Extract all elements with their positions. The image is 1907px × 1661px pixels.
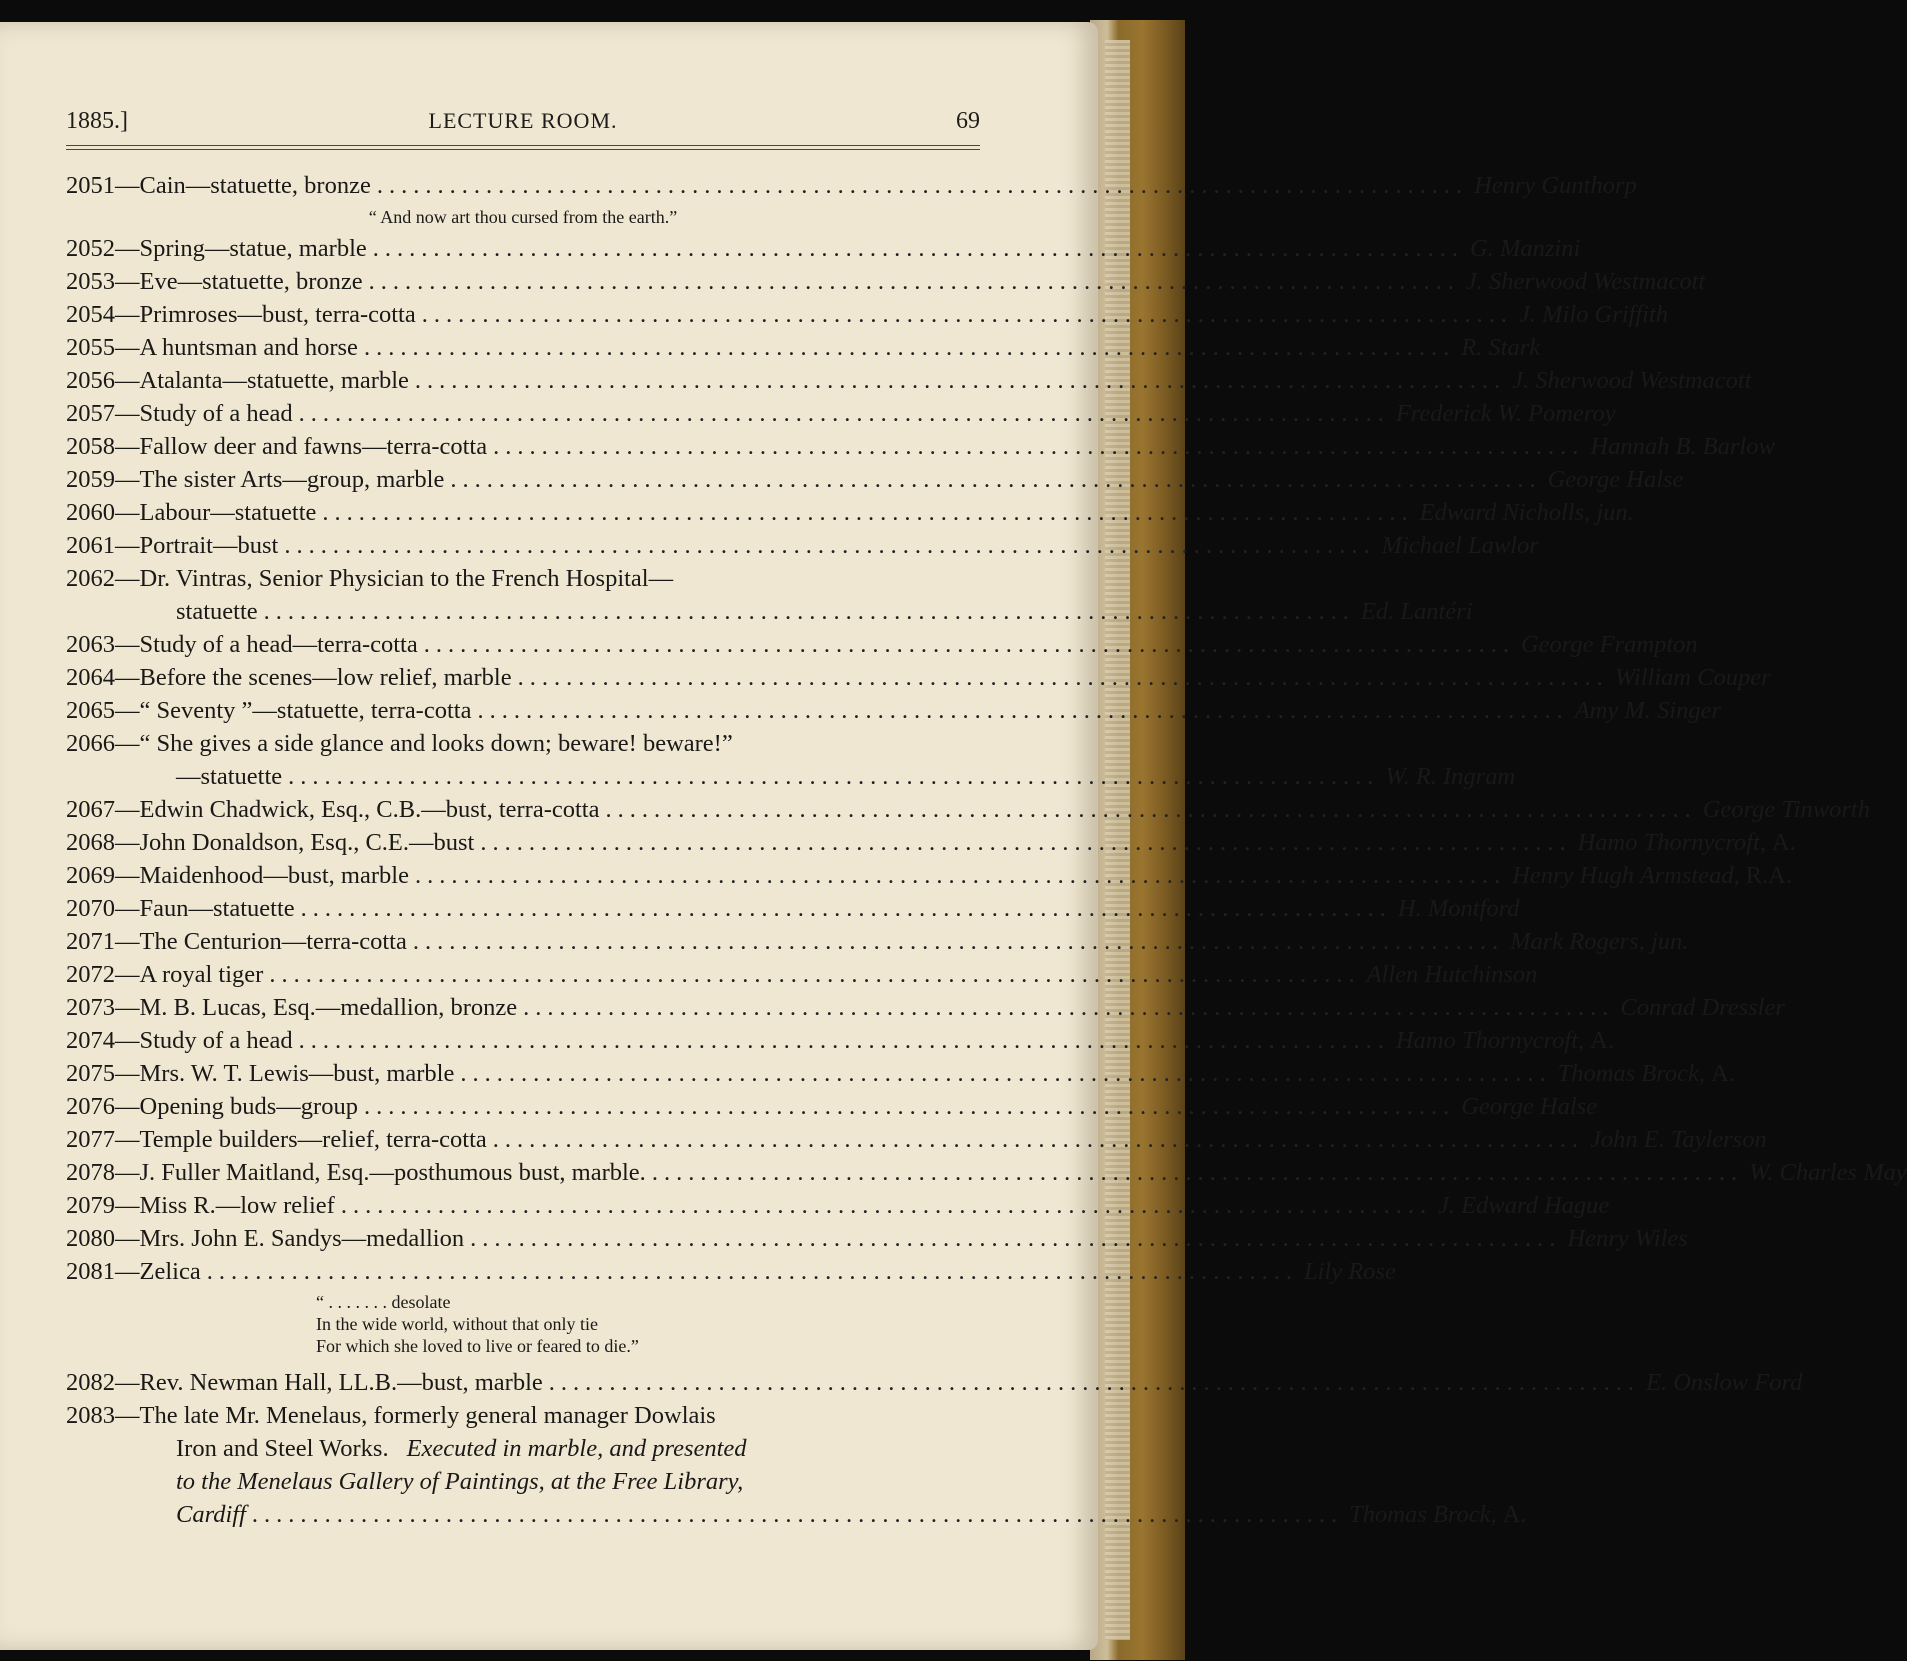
entry-artist: G. Manzini (1470, 235, 1581, 262)
catalogue-entry (66, 1192, 1610, 1225)
entry-number: 2075 (66, 1060, 115, 1087)
verse-line: In the wide world, without that only tie (316, 1314, 598, 1334)
header-rule-bottom (66, 149, 980, 150)
catalogue-entry (66, 532, 1539, 565)
catalogue-entry (66, 1402, 980, 1435)
entry-title: —Opening buds—group (115, 1093, 358, 1120)
entry-note: to the Menelaus Gallery of Paintings, at the Free Library, (176, 1468, 744, 1495)
entry-number: 2055 (66, 334, 115, 361)
leader-dots: .......................................................................................... (284, 532, 1376, 559)
entry-number: 2076 (66, 1093, 115, 1120)
entry-title: —Study of a head (115, 1027, 293, 1054)
entry-verse (66, 1291, 980, 1357)
leader-dots: .......................................................................................... (340, 1192, 1433, 1219)
entry-artist: Henry Wiles (1567, 1225, 1688, 1252)
leader-dots: .......................................................................................... (300, 895, 1392, 922)
entry-artist: Frederick W. Pomeroy (1395, 400, 1616, 427)
entry-title: —Atalanta—statuette, marble (115, 367, 409, 394)
entry-title: —Cain—statuette, bronze (115, 172, 371, 199)
entry-artist: E. Onslow Ford (1646, 1369, 1803, 1396)
entry-title: —The late Mr. Menelaus, formerly general manager Dowlais (115, 1402, 716, 1429)
entry-artist: Mark Rogers, jun. (1510, 928, 1689, 955)
entry-number: 2077 (66, 1126, 115, 1153)
entry-number: 2069 (66, 862, 115, 889)
entry-artist: J. Sherwood Westmacott (1512, 367, 1752, 394)
leader-dots: .......................................................................................... (480, 829, 1572, 856)
entry-number: 2052 (66, 235, 115, 262)
entry-title: —A royal tiger (115, 961, 264, 988)
catalogue-entry (66, 466, 1684, 499)
entry-title: —Mrs. John E. Sandys—medallion (115, 1225, 465, 1252)
entry-title: —Temple builders—relief, terra-cotta (115, 1126, 487, 1153)
entry-artist: R. Stark (1461, 334, 1541, 361)
entry-number: 2082 (66, 1369, 115, 1396)
leader-dots: .......................................................................................... (651, 1159, 1744, 1186)
entry-artist: Edward Nicholls, jun. (1419, 499, 1634, 526)
entry-number: 2062 (66, 565, 115, 592)
catalogue-entry (66, 1258, 1396, 1291)
leader-dots: .......................................................................................... (414, 862, 1507, 889)
entry-artist: Hamo Thornycroft, (1395, 1027, 1585, 1054)
leader-dots: .......................................................................................... (548, 1369, 1641, 1396)
entry-number: 2081 (66, 1258, 115, 1285)
catalogue-entry (66, 928, 1689, 961)
entry-artist: Thomas Brock, (1557, 1060, 1706, 1087)
leader-dots: .......................................................................................... (376, 172, 1469, 199)
entry-number: 2080 (66, 1225, 115, 1252)
entry-artist: George Halse (1547, 466, 1684, 493)
entry-title: —Spring—statue, marble (115, 235, 367, 262)
running-header (66, 108, 980, 142)
entry-title: —John Donaldson, Esq., C.E.—bust (115, 829, 475, 856)
catalogue-entry (66, 1093, 1598, 1126)
catalogue-entry (66, 172, 1637, 205)
catalogue-entry (66, 862, 1793, 895)
catalogue-entry (66, 697, 1722, 730)
leader-dots: .......................................................................................... (460, 1060, 1552, 1087)
entry-number: 2064 (66, 664, 115, 691)
leader-dots: .......................................................................................... (421, 301, 1513, 328)
entry-number: 2059 (66, 466, 115, 493)
entry-artist: W. Charles May (1749, 1159, 1907, 1186)
entry-artist: Hannah B. Barlow (1590, 433, 1775, 460)
entry-number: 2054 (66, 301, 115, 328)
leader-dots: .......................................................................................... (363, 334, 1456, 361)
catalogue-entry (66, 1027, 1614, 1060)
entry-title: —Mrs. W. T. Lewis—bust, marble (115, 1060, 455, 1087)
entry-artist: Thomas Brock, (1349, 1501, 1497, 1528)
leader-dots: .......................................................................................... (412, 928, 1505, 955)
entry-title: —M. B. Lucas, Esq.—medallion, bronze (115, 994, 518, 1021)
entry-number: 2056 (66, 367, 115, 394)
catalogue-entry (66, 565, 980, 598)
entry-artist-title: A. (1502, 1501, 1527, 1528)
entry-note: Cardiff (176, 1501, 246, 1528)
entry-title: —“ She gives a side glance and looks down; beware! beware!” (115, 730, 733, 757)
entry-note: Executed in marble, and presented (406, 1435, 747, 1462)
leader-dots: .......................................................................................... (368, 268, 1460, 295)
entry-artist: Henry Hugh Armstead, (1512, 862, 1740, 889)
catalogue-entry (66, 433, 1775, 466)
entry-title: —Before the scenes—low relief, marble (115, 664, 512, 691)
entry-number: 2063 (66, 631, 115, 658)
leader-dots: .......................................................................................... (477, 697, 1569, 724)
entry-title: —The sister Arts—group, marble (115, 466, 445, 493)
header-rule-top (66, 145, 980, 146)
catalogue-entry (66, 301, 1669, 334)
spacer (66, 1357, 980, 1369)
catalogue-entry (66, 1369, 1803, 1402)
leader-dots: .......................................................................................... (492, 1126, 1584, 1153)
entry-artist: John E. Taylerson (1590, 1126, 1767, 1153)
catalogue-entry (66, 268, 1706, 301)
entry-artist-title: A. (1711, 1060, 1735, 1087)
leader-dots: .......................................................................................... (605, 796, 1697, 823)
entry-title: —Miss R.—low relief (115, 1192, 335, 1219)
leader-dots: .......................................................................................... (263, 598, 1355, 625)
entry-number: 2070 (66, 895, 115, 922)
entry-number: 2057 (66, 400, 115, 427)
entry-title: —“ Seventy ”—statuette, terra-cotta (115, 697, 472, 724)
leader-dots: .......................................................................................... (414, 367, 1507, 394)
catalogue-entry (66, 796, 1870, 829)
entry-number: 2060 (66, 499, 115, 526)
catalogue-entry (66, 664, 1771, 697)
catalogue-list (66, 172, 1907, 1534)
catalogue-entry (66, 730, 980, 763)
entry-number: 2068 (66, 829, 115, 856)
leader-dots: .......................................................................................... (288, 763, 1380, 790)
entry-number: 2083 (66, 1402, 115, 1429)
entry-number: 2072 (66, 961, 115, 988)
entry-title: —Rev. Newman Hall, LL.B.—bust, marble (115, 1369, 543, 1396)
entry-artist: George Frampton (1520, 631, 1698, 658)
entry-title: —Dr. Vintras, Senior Physician to the French Hospital— (115, 565, 674, 592)
entry-artist: Henry Gunthorp (1474, 172, 1637, 199)
entry-number: 2051 (66, 172, 115, 199)
catalogue-entry (66, 235, 1581, 268)
catalogue-entry (66, 499, 1634, 532)
entry-title: —Study of a head—terra-cotta (115, 631, 418, 658)
catalogue-entry (66, 895, 1520, 928)
entry-artist-title: R.A. (1745, 862, 1793, 889)
catalogue-entry-continued (66, 1435, 980, 1468)
entry-artist: W. R. Ingram (1385, 763, 1516, 790)
entry-number: 2066 (66, 730, 115, 757)
catalogue-entry (66, 1126, 1767, 1159)
catalogue-entry (66, 1159, 1907, 1192)
catalogue-entry (66, 763, 1516, 796)
catalogue-entry (66, 598, 1473, 631)
entry-number: 2061 (66, 532, 115, 559)
entry-title-continued: Iron and Steel Works. (176, 1435, 389, 1462)
entry-number: 2058 (66, 433, 115, 460)
entry-title: —Maidenhood—bust, marble (115, 862, 409, 889)
catalogue-entry (66, 1060, 1735, 1093)
entry-artist: Lily Rose (1303, 1258, 1396, 1285)
entry-title: —Edwin Chadwick, Esq., C.B.—bust, terra-cotta (115, 796, 600, 823)
entry-artist: William Couper (1614, 664, 1771, 691)
catalogue-entry (66, 400, 1616, 433)
leader-dots: .......................................................................................... (322, 499, 1414, 526)
page-number: 69 (956, 108, 980, 134)
entry-number: 2067 (66, 796, 115, 823)
leader-dots: .......................................................................................... (372, 235, 1465, 262)
entry-title-continued: statuette (176, 598, 258, 625)
entry-title: —Fallow deer and fawns—terra-cotta (115, 433, 488, 460)
leader-dots: .......................................................................................... (298, 1027, 1390, 1054)
leader-dots: .......................................................................................... (251, 1501, 1344, 1528)
leader-dots: .......................................................................................... (206, 1258, 1298, 1285)
entry-title: —Portrait—bust (115, 532, 279, 559)
entry-artist: H. Montford (1397, 895, 1520, 922)
entry-artist: Conrad Dressler (1620, 994, 1785, 1021)
entry-artist: Hamo Thornycroft, (1577, 829, 1766, 856)
entry-artist: George Tinworth (1702, 796, 1870, 823)
entry-number: 2065 (66, 697, 115, 724)
entry-artist: J. Milo Griffith (1519, 301, 1669, 328)
leader-dots: .......................................................................................... (363, 1093, 1456, 1120)
entry-quote: “ And now art thou cursed from the earth.” (368, 207, 678, 227)
entry-number: 2079 (66, 1192, 115, 1219)
leader-dots: .......................................................................................... (423, 631, 1515, 658)
catalogue-entry (66, 961, 1538, 994)
entry-title: —J. Fuller Maitland, Esq.—posthumous bust, marble. (115, 1159, 646, 1186)
entry-artist: Ed. Lantéri (1360, 598, 1473, 625)
entry-title: —Faun—statuette (115, 895, 295, 922)
leader-dots: .......................................................................................... (269, 961, 1361, 988)
entry-title: —Labour—statuette (115, 499, 317, 526)
catalogue-entry (66, 829, 1796, 862)
entry-title: —Zelica (115, 1258, 201, 1285)
header-title: LECTURE ROOM. (428, 108, 618, 133)
entry-title: —A huntsman and horse (115, 334, 358, 361)
entry-artist: Allen Hutchinson (1366, 961, 1538, 988)
leader-dots: .......................................................................................... (450, 466, 1542, 493)
entry-artist: George Halse (1461, 1093, 1598, 1120)
entry-title: —Primroses—bust, terra-cotta (115, 301, 416, 328)
leader-dots: .......................................................................................... (517, 664, 1609, 691)
leader-dots: .......................................................................................... (298, 400, 1390, 427)
entry-title: —Study of a head (115, 400, 293, 427)
catalogue-entry (66, 334, 1541, 367)
entry-number: 2071 (66, 928, 115, 955)
entry-title: —The Centurion—terra-cotta (115, 928, 407, 955)
entry-artist: J. Edward Hague (1438, 1192, 1610, 1219)
entry-number: 2073 (66, 994, 115, 1021)
catalogue-entry-continued (66, 1501, 1527, 1534)
verse-line: For which she loved to live or feared to die.” (316, 1336, 639, 1356)
entry-artist-title: A. (1771, 829, 1796, 856)
catalogue-entry (66, 631, 1698, 664)
entry-title-continued: —statuette (176, 763, 283, 790)
entry-title: —Eve—statuette, bronze (115, 268, 363, 295)
entry-artist: Michael Lawlor (1381, 532, 1539, 559)
entry-artist-title: A. (1590, 1027, 1614, 1054)
header-year: 1885.] (66, 108, 128, 134)
entry-number: 2074 (66, 1027, 115, 1054)
entry-artist: Amy M. Singer (1574, 697, 1722, 724)
entry-artist: J. Sherwood Westmacott (1465, 268, 1706, 295)
entry-number: 2078 (66, 1159, 115, 1186)
entry-number: 2053 (66, 268, 115, 295)
leader-dots: .......................................................................................... (523, 994, 1615, 1021)
catalogue-entry (66, 1225, 1688, 1258)
verse-line: “ . . . . . . . desolate (316, 1292, 451, 1312)
leader-dots: .......................................................................................... (493, 433, 1585, 460)
catalogue-entry (66, 994, 1785, 1027)
catalogue-entry (66, 367, 1752, 400)
catalogue-entry-continued (66, 1468, 980, 1501)
leader-dots: .......................................................................................... (470, 1225, 1562, 1252)
